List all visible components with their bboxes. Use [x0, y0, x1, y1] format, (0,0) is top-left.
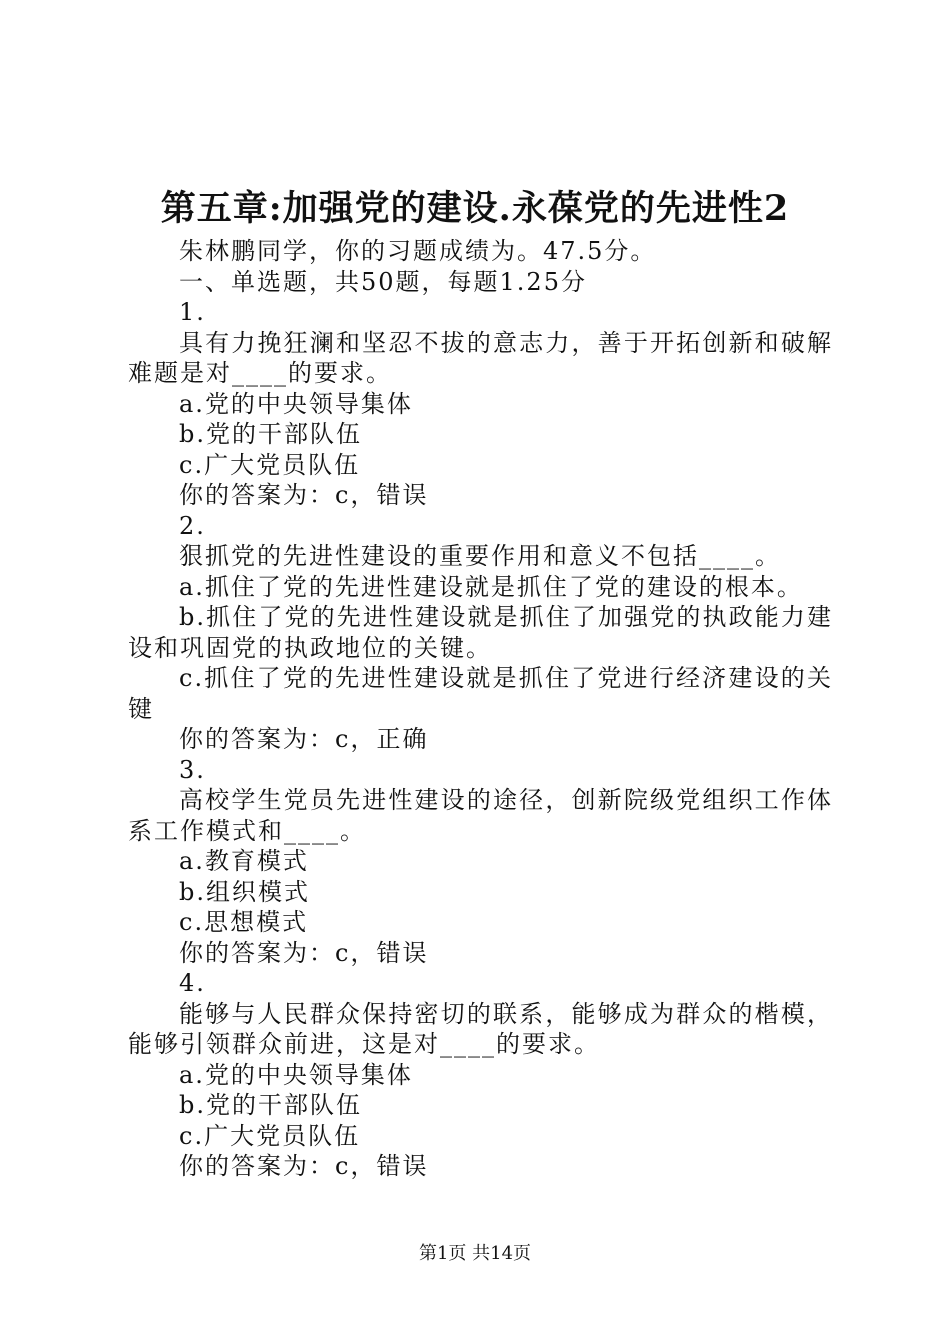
option-c: c.抓住了党的先进性建设就是抓住了党进行经济建设的关键 [128, 664, 833, 723]
option-b: b.抓住了党的先进性建设就是抓住了加强党的执政能力建设和巩固党的执政地位的关键。 [128, 603, 833, 662]
question-text: 具有力挽狂澜和坚忍不拔的意志力，善于开拓创新和破解难题是对____的要求。 [128, 328, 833, 387]
answer-line: 你的答案为：c，错误 [179, 1152, 429, 1180]
answer-line: 你的答案为：c，错误 [179, 481, 429, 509]
option-b: b.组织模式 [179, 877, 310, 906]
section-header: 一、单选题，共50题，每题1.25分 [179, 267, 587, 296]
page-footer: 第1页 共14页 [418, 1243, 532, 1264]
option-c: c.思想模式 [179, 908, 309, 936]
option-c: c.广大党员队伍 [179, 450, 361, 479]
question-text: 高校学生党员先进性建设的途径，创新院级党组织工作体系工作模式和____。 [128, 786, 833, 845]
question-number: 1. [179, 298, 206, 326]
document-body [128, 236, 833, 1182]
answer-line: 你的答案为：c，错误 [179, 938, 429, 967]
score-line: 朱林鹏同学，你的习题成绩为。47.5分。 [179, 237, 657, 265]
option-a: a.教育模式 [179, 847, 309, 875]
option-a: a.党的中央领导集体 [179, 1060, 413, 1089]
answer-line: 你的答案为：c，正确 [179, 725, 429, 753]
question-text: 能够与人民群众保持密切的联系，能够成为群众的楷模，能够引领群众前进，这是对____的要求。 [128, 999, 833, 1058]
question-text: 狠抓党的先进性建设的重要作用和意义不包括____。 [179, 542, 781, 570]
option-c: c.广大党员队伍 [179, 1121, 361, 1150]
option-b: b.党的干部队伍 [179, 420, 362, 448]
question-number: 2. [179, 511, 206, 540]
option-b: b.党的干部队伍 [179, 1091, 362, 1119]
question-number: 3. [179, 755, 206, 784]
document-title: 第五章:加强党的建设.永葆党的先进性2 [160, 188, 790, 229]
option-a: a.党的中央领导集体 [179, 389, 413, 418]
option-a: a.抓住了党的先进性建设就是抓住了党的建设的根本。 [179, 572, 803, 601]
question-number: 4. [179, 969, 206, 997]
